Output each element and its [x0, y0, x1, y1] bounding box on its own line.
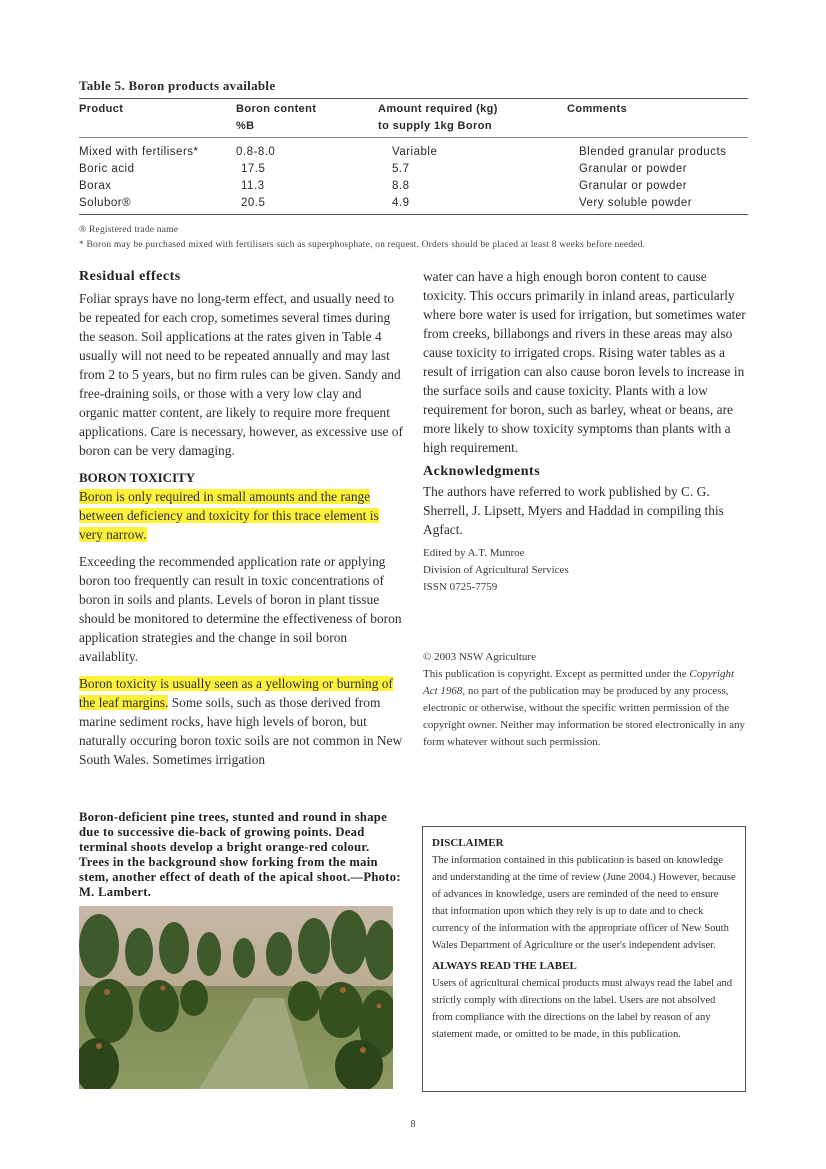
disclaimer-body: The information contained in this publication is based on knowledge and understanding at the time of review (June 2004.) However, because of advances in knowledge, users are reminded of the need to ensure that information upon which they rely is up to date and to check currency of the information with the appropriate officer of New South Wales Department of Agriculture or the user's independent adviser.	[432, 855, 736, 951]
header-boron-content: Boron content	[236, 103, 317, 115]
table-row	[79, 161, 748, 178]
table-bottom-rule	[79, 214, 748, 215]
copyright-text	[423, 666, 749, 751]
acknowledgments-body: The authors have referred to work published by C. G. Sherrell, J. Lipsett, Myers and Haddad in compiling this Agfact.	[423, 484, 724, 537]
highlighted-text: Boron toxicity is usually seen as a yellowing or burning of the leaf margins.	[79, 676, 393, 710]
table-row	[79, 144, 748, 161]
cell-comments: Granular or powder	[579, 163, 688, 175]
page-number: 8	[410, 1119, 416, 1130]
cell-boron: 0.8-8.0	[236, 146, 276, 158]
editor-line: Edited by A.T. Munroe	[423, 547, 525, 559]
cell-comments: Very soluble powder	[579, 197, 693, 209]
cell-amount: 8.8	[392, 180, 410, 192]
left-column	[79, 267, 403, 769]
residual-effects-heading: Residual effects	[79, 269, 181, 284]
cell-comments: Blended granular products	[579, 146, 727, 158]
disclaimer-heading: DISCLAIMER	[432, 837, 504, 849]
cell-product: Boric acid	[79, 163, 135, 175]
toxicity-soils-text: Some soils, such as those derived from marine sediment rocks, have high levels of boron, but naturally occuring boron toxic soils are not common in New South Wales. Sometimes irrigation	[79, 695, 403, 767]
copyright-block	[423, 649, 749, 751]
toxicity-paragraph: Exceeding the recommended application rate or applying boron too frequently can result in toxic concentrations of boron in soils and plants. Levels of boron in plant tissue should be monitored to determine the effectiveness of boron application strategies and the change in soil boron availablity.	[79, 554, 402, 664]
toxicity-intro-paragraph	[79, 487, 403, 544]
trademark-note: ® Registered trade name	[79, 225, 179, 235]
cell-product: Solubor®	[79, 197, 132, 209]
read-label-body: Users of agricultural chemical products must always read the label and strictly comply with directions on the label. Users are not absolved from compliance with the directions on the label by reason of any statement made, or omitted to be made, in this publication.	[432, 978, 733, 1040]
cell-comments: Granular or powder	[579, 180, 688, 192]
pine-trees-photo	[79, 906, 393, 1089]
pine-trees-illustration	[79, 906, 393, 1089]
table-body	[79, 138, 748, 214]
cell-boron: 20.5	[241, 197, 266, 209]
boron-toxicity-heading: BORON TOXICITY	[79, 470, 196, 485]
header-amount-sub: to supply 1kg Boron	[378, 120, 492, 132]
publication-details	[423, 545, 749, 596]
cell-product: Mixed with fertilisers*	[79, 146, 199, 158]
read-label-heading: ALWAYS READ THE LABEL	[432, 960, 577, 972]
table-title: Table 5. Boron products available	[79, 78, 276, 93]
copyright-line: © 2003 NSW Agriculture	[423, 651, 536, 663]
right-column	[423, 267, 749, 751]
cell-amount: 4.9	[392, 197, 410, 209]
photo-caption: Boron-deficient pine trees, stunted and round in shape due to successive die-back of growing points. Dead terminal shoots develop a bright orange-red colour. Trees in the background show forking from the main stem, another effect of death of the apical shoot.—Photo: M. Lambert.	[79, 810, 401, 899]
header-product: Product	[79, 103, 124, 115]
header-boron-unit: %B	[236, 120, 255, 132]
table-row	[79, 195, 748, 212]
residual-effects-body: Foliar sprays have no long-term effect, and usually need to be repeated for each crop, sometimes several times during the season. Soil applications at the rates given in Table 4 usually will not need to be repeated annually and may last from 2 to 5 years, but no firm rules can be given. Sandy and free-draining soils, or those with a very low clay and organic matter content, are likely to require more frequent applications. Care is necessary, however, as excessive use of boron can be very damaging.	[79, 291, 403, 458]
cell-boron: 17.5	[241, 163, 266, 175]
table-row	[79, 178, 748, 195]
header-amount: Amount required (kg)	[378, 103, 498, 115]
boron-products-table	[79, 78, 748, 253]
table-header	[79, 99, 748, 137]
cell-product: Borax	[79, 180, 112, 192]
copyright-act: Copyright Act 1968	[423, 668, 735, 697]
highlighted-text: Boron is only required in small amounts and the range between deficiency and toxicity for this trace element is very narrow.	[79, 489, 379, 542]
toxicity-symptoms-paragraph	[79, 674, 403, 769]
cell-boron: 11.3	[241, 180, 265, 192]
disclaimer-box	[422, 826, 746, 1092]
copyright-text-part: This publication is copyright. Except as permitted under the	[423, 668, 690, 680]
issn-line: ISSN 0725-7759	[423, 581, 498, 593]
header-comments: Comments	[567, 103, 628, 115]
table-notes	[79, 223, 748, 253]
division-line: Division of Agricultural Services	[423, 564, 569, 576]
cell-amount: 5.7	[392, 163, 410, 175]
toxicity-continued-paragraph: water can have a high enough boron content to cause toxicity. This occurs primarily in inland areas, particularly where bore water is used for irrigation, but sometimes water from creeks, billabongs and rivers in these areas may also cause toxicity to irrigated crops. Rising water tables as a result of irrigation can also cause boron levels to increase in the surface soils and cause toxicity. Plants with a low requirement for boron, such as barley, wheat or beans, are more likely to show toxicity symptoms than plants with a high requirement.	[423, 269, 746, 455]
acknowledgments-heading: Acknowledgments	[423, 464, 541, 479]
copyright-text-part: , no part of the publication may be produced by any process, electronic or otherwise, without the specific written permission of the copyright owner. Neither may information be stored electronically in any form whatever without such permission.	[423, 685, 745, 748]
fertiliser-note: * Boron may be purchased mixed with fertilisers such as superphosphate, on request. Orders should be placed at least 8 weeks before needed.	[79, 240, 646, 250]
cell-amount: Variable	[392, 146, 438, 158]
